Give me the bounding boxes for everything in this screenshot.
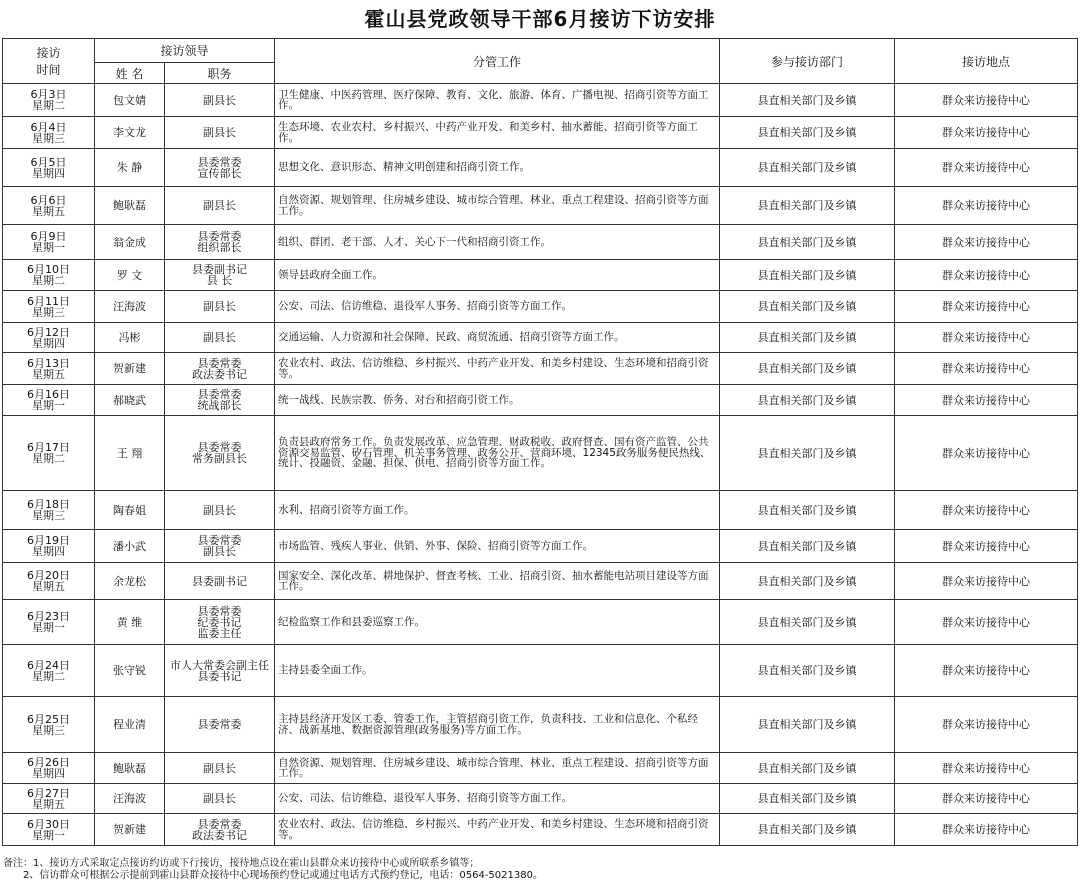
date-cell: [3, 753, 95, 784]
dept-cell: 县直相关部门及乡镇: [720, 530, 895, 563]
name-cell: 程业清: [95, 697, 165, 753]
position-cell: 副县长: [165, 323, 275, 353]
place-cell: 群众来访接待中心: [895, 491, 1078, 530]
work-cell: 生态环境、农业农村、乡村振兴、中药产业开发、和美乡村、抽水蓄能、招商引资等方面工作。: [275, 117, 720, 149]
table-row: [3, 117, 1078, 149]
weekday: 星期四: [32, 767, 65, 780]
position-cell: 副县长: [165, 491, 275, 530]
table-row: [3, 753, 1078, 784]
date-cell: [3, 260, 95, 291]
position-cell: 副县长: [165, 117, 275, 149]
work-cell: 自然资源、规划管理、住房城乡建设、城市综合管理、林业、重点工程建设、招商引资等方面工作。: [275, 753, 720, 784]
work-cell: 主持县委全面工作。: [275, 645, 720, 697]
page-title: 霍山县党政领导干部6月接访下访安排: [364, 7, 716, 31]
work-cell: 主持县经济开发区工委、管委工作，主管招商引资工作，负责科技、工业和信息化、个私经济、战新基地、数据资源管理(政务服务)等方面工作。: [275, 697, 720, 753]
name-cell: 汪海波: [95, 291, 165, 323]
name-cell: 黄 维: [95, 600, 165, 645]
place-cell: 群众来访接待中心: [895, 187, 1078, 225]
date-cell: [3, 385, 95, 416]
position-cell: 县委常委 政法委书记: [165, 353, 275, 385]
work-cell: 国家安全、深化改革、耕地保护、督查考核、工业、招商引资、抽水蓄能电站项目建设等方面工作。: [275, 563, 720, 600]
header-dept: 参与接访部门: [720, 39, 895, 84]
work-cell: 自然资源、规划管理、住房城乡建设、城市综合管理、林业、重点工程建设、招商引资等方面工作。: [275, 187, 720, 225]
header-leader: 接访领导: [95, 39, 275, 63]
date: 6月20日: [27, 569, 70, 582]
dept-cell: 县直相关部门及乡镇: [720, 117, 895, 149]
work-cell: 公安、司法、信访维稳、退役军人事务、招商引资等方面工作。: [275, 291, 720, 323]
weekday: 星期二: [32, 99, 65, 112]
weekday: 星期四: [32, 545, 65, 558]
date: 6月9日: [30, 230, 67, 243]
place-cell: 群众来访接待中心: [895, 149, 1078, 187]
date-cell: [3, 645, 95, 697]
weekday: 星期一: [32, 399, 65, 412]
name-cell: 罗 文: [95, 260, 165, 291]
table-row: [3, 291, 1078, 323]
weekday: 星期一: [32, 621, 65, 634]
date-cell: [3, 149, 95, 187]
work-cell: 水利、招商引资等方面工作。: [275, 491, 720, 530]
weekday: 星期一: [32, 828, 65, 842]
date: 6月23日: [27, 610, 70, 623]
dept-cell: 县直相关部门及乡镇: [720, 600, 895, 645]
place-cell: 群众来访接待中心: [895, 753, 1078, 784]
name-cell: 包文婧: [95, 84, 165, 117]
date: 6月26日: [27, 756, 70, 769]
dept-cell: 县直相关部门及乡镇: [720, 697, 895, 753]
dept-cell: 县直相关部门及乡镇: [720, 814, 895, 846]
place-cell: 群众来访接待中心: [895, 563, 1078, 600]
place-cell: 群众来访接待中心: [895, 323, 1078, 353]
date-cell: [3, 784, 95, 814]
table-row: [3, 600, 1078, 645]
table-row: [3, 323, 1078, 353]
name-cell: 李文龙: [95, 117, 165, 149]
table-row: [3, 149, 1078, 187]
table-row: [3, 563, 1078, 600]
date: 6月13日: [27, 356, 70, 370]
dept-cell: 县直相关部门及乡镇: [720, 385, 895, 416]
table-row: [3, 784, 1078, 814]
date-cell: [3, 187, 95, 225]
dept-cell: 县直相关部门及乡镇: [720, 353, 895, 385]
work-cell: 领导县政府全面工作。: [275, 260, 720, 291]
header-name: 姓 名: [95, 63, 165, 84]
table-row: [3, 530, 1078, 563]
name-cell: 朱 静: [95, 149, 165, 187]
weekday: 星期三: [32, 305, 65, 319]
date: 6月18日: [27, 498, 70, 511]
table-row: [3, 187, 1078, 225]
date: 6月19日: [27, 534, 70, 547]
date: 6月6日: [30, 193, 67, 207]
dept-cell: 县直相关部门及乡镇: [720, 225, 895, 260]
date-cell: [3, 225, 95, 260]
position-cell: 县委常委 政法委书记: [165, 814, 275, 846]
work-cell: 公安、司法、信访维稳、退役军人事务、招商引资等方面工作。: [275, 784, 720, 814]
date-cell: [3, 600, 95, 645]
dept-cell: 县直相关部门及乡镇: [720, 753, 895, 784]
position-cell: 县委常委 副县长: [165, 530, 275, 563]
weekday: 星期三: [32, 131, 65, 145]
date-cell: [3, 416, 95, 491]
dept-cell: 县直相关部门及乡镇: [720, 645, 895, 697]
date-cell: [3, 530, 95, 563]
work-cell: 统一战线、民族宗教、侨务、对台和招商引资工作。: [275, 385, 720, 416]
date: 6月16日: [27, 388, 70, 401]
position-cell: 县委常委 常务副县长: [165, 416, 275, 491]
date-cell: [3, 291, 95, 323]
place-cell: 群众来访接待中心: [895, 117, 1078, 149]
place-cell: 群众来访接待中心: [895, 416, 1078, 491]
position-cell: 副县长: [165, 784, 275, 814]
weekday: 星期二: [32, 669, 65, 683]
date: 6月30日: [27, 817, 70, 831]
weekday: 星期五: [32, 797, 65, 811]
date-cell: [3, 323, 95, 353]
work-cell: 卫生健康、中医药管理、医疗保障、教育、文化、旅游、体育、广播电视、招商引资等方面工作。: [275, 84, 720, 117]
weekday: 星期三: [32, 723, 65, 737]
place-cell: 群众来访接待中心: [895, 784, 1078, 814]
date-cell: [3, 84, 95, 117]
work-cell: 负责县政府常务工作。负责发展改革、应急管理、财政税收、政府督查、国有资产监管、公共资源交易监管、矽石管理、机关事务管理、政务公开、营商环境、12345政务服务便民热线、统计、投融资、金融、担保、供电、招商引资等方面工作。: [275, 416, 720, 491]
position-cell: 副县长: [165, 84, 275, 117]
position-cell: 县委常委 统战部长: [165, 385, 275, 416]
position-cell: 县委常委 组织部长: [165, 225, 275, 260]
name-cell: 冯彬: [95, 323, 165, 353]
weekday: 星期五: [32, 204, 65, 218]
name-cell: 郝晓武: [95, 385, 165, 416]
table-row: [3, 385, 1078, 416]
date-cell: [3, 353, 95, 385]
place-cell: 群众来访接待中心: [895, 385, 1078, 416]
place-cell: 群众来访接待中心: [895, 84, 1078, 117]
weekday: 星期五: [32, 580, 65, 593]
weekday: 星期二: [32, 274, 65, 287]
position-cell: 市人大常委会副主任 县委书记: [165, 645, 275, 697]
date: 6月27日: [27, 786, 70, 800]
date: 6月5日: [30, 155, 67, 169]
work-cell: 纪检监察工作和县委巡察工作。: [275, 600, 720, 645]
dept-cell: 县直相关部门及乡镇: [720, 187, 895, 225]
dept-cell: 县直相关部门及乡镇: [720, 416, 895, 491]
table-row: [3, 353, 1078, 385]
position-cell: 县委常委 纪委书记 监委主任: [165, 600, 275, 645]
weekday: 星期一: [32, 241, 65, 254]
name-cell: 鲍耿磊: [95, 753, 165, 784]
footnote-2: 2、信访群众可根据公示提前到霍山县群众接待中心现场预约登记或通过电话方式预约登记，电话：0564-5021380。: [3, 870, 543, 881]
place-cell: 群众来访接待中心: [895, 260, 1078, 291]
date-cell: [3, 697, 95, 753]
footnotes: [3, 858, 1078, 882]
table-row: [3, 491, 1078, 530]
table-row: [3, 416, 1078, 491]
table-row: [3, 814, 1078, 846]
header-position: 职务: [165, 63, 275, 84]
weekday: 星期二: [32, 452, 65, 465]
date-cell: [3, 117, 95, 149]
position-cell: 副县长: [165, 753, 275, 784]
place-cell: 群众来访接待中心: [895, 291, 1078, 323]
position-cell: 副县长: [165, 291, 275, 323]
place-cell: 群众来访接待中心: [895, 697, 1078, 753]
date: 6月10日: [27, 263, 70, 276]
date-cell: [3, 491, 95, 530]
header-place: 接访地点: [895, 39, 1078, 84]
dept-cell: 县直相关部门及乡镇: [720, 563, 895, 600]
table-row: [3, 645, 1078, 697]
name-cell: 陶春姐: [95, 491, 165, 530]
work-cell: 交通运输、人力资源和社会保障、民政、商贸流通、招商引资等方面工作。: [275, 323, 720, 353]
position-cell: 县委副书记 县 长: [165, 260, 275, 291]
name-cell: 王 翔: [95, 416, 165, 491]
date: 6月25日: [27, 712, 70, 726]
date: 6月24日: [27, 658, 70, 672]
weekday: 星期四: [32, 166, 65, 180]
dept-cell: 县直相关部门及乡镇: [720, 149, 895, 187]
header-time: [3, 39, 95, 84]
weekday: 星期五: [32, 367, 65, 381]
work-cell: 组织、群团、老干部、人才、关心下一代和招商引资工作。: [275, 225, 720, 260]
date: 6月12日: [27, 325, 70, 339]
work-cell: 市场监管、残疾人事业、供销、外事、保险、招商引资等方面工作。: [275, 530, 720, 563]
position-cell: 县委副书记: [165, 563, 275, 600]
weekday: 星期三: [32, 509, 65, 522]
name-cell: 翁金成: [95, 225, 165, 260]
dept-cell: 县直相关部门及乡镇: [720, 784, 895, 814]
work-cell: 农业农村、政法、信访维稳、乡村振兴、中药产业开发、和美乡村建设、生态环境和招商引资等。: [275, 353, 720, 385]
date: 6月11日: [27, 294, 70, 308]
table-row: [3, 697, 1078, 753]
dept-cell: 县直相关部门及乡镇: [720, 260, 895, 291]
date: 6月17日: [27, 441, 70, 454]
name-cell: 贺新建: [95, 814, 165, 846]
place-cell: 群众来访接待中心: [895, 600, 1078, 645]
place-cell: 群众来访接待中心: [895, 530, 1078, 563]
date-cell: [3, 814, 95, 846]
dept-cell: 县直相关部门及乡镇: [720, 84, 895, 117]
date: 6月3日: [30, 88, 67, 101]
place-cell: 群众来访接待中心: [895, 814, 1078, 846]
name-cell: 鲍耿磊: [95, 187, 165, 225]
weekday: 星期四: [32, 336, 65, 350]
work-cell: 农业农村、政法、信访维稳、乡村振兴、中药产业开发、和美乡村建设、生态环境和招商引资等。: [275, 814, 720, 846]
name-cell: 潘小武: [95, 530, 165, 563]
work-cell: 思想文化、意识形态、精神文明创建和招商引资工作。: [275, 149, 720, 187]
name-cell: 余龙松: [95, 563, 165, 600]
footnote-1: 备注：1、接访方式采取定点接访约访或下行接访，接待地点设在霍山县群众来访接待中心或所联系乡镇等；: [3, 858, 480, 869]
header-time-line2: 时间: [36, 63, 61, 77]
schedule-table: [2, 38, 1078, 846]
position-cell: 县委常委: [165, 697, 275, 753]
table-row: [3, 260, 1078, 291]
name-cell: 汪海波: [95, 784, 165, 814]
date: 6月4日: [30, 120, 67, 134]
table-row: [3, 84, 1078, 117]
place-cell: 群众来访接待中心: [895, 225, 1078, 260]
name-cell: 张守锐: [95, 645, 165, 697]
place-cell: 群众来访接待中心: [895, 353, 1078, 385]
dept-cell: 县直相关部门及乡镇: [720, 323, 895, 353]
position-cell: 县委常委 宣传部长: [165, 149, 275, 187]
place-cell: 群众来访接待中心: [895, 645, 1078, 697]
dept-cell: 县直相关部门及乡镇: [720, 291, 895, 323]
dept-cell: 县直相关部门及乡镇: [720, 491, 895, 530]
name-cell: 贺新建: [95, 353, 165, 385]
table-row: [3, 225, 1078, 260]
date-cell: [3, 563, 95, 600]
header-time-line1: 接访: [36, 46, 61, 60]
position-cell: 副县长: [165, 187, 275, 225]
header-work: 分管工作: [275, 39, 720, 84]
